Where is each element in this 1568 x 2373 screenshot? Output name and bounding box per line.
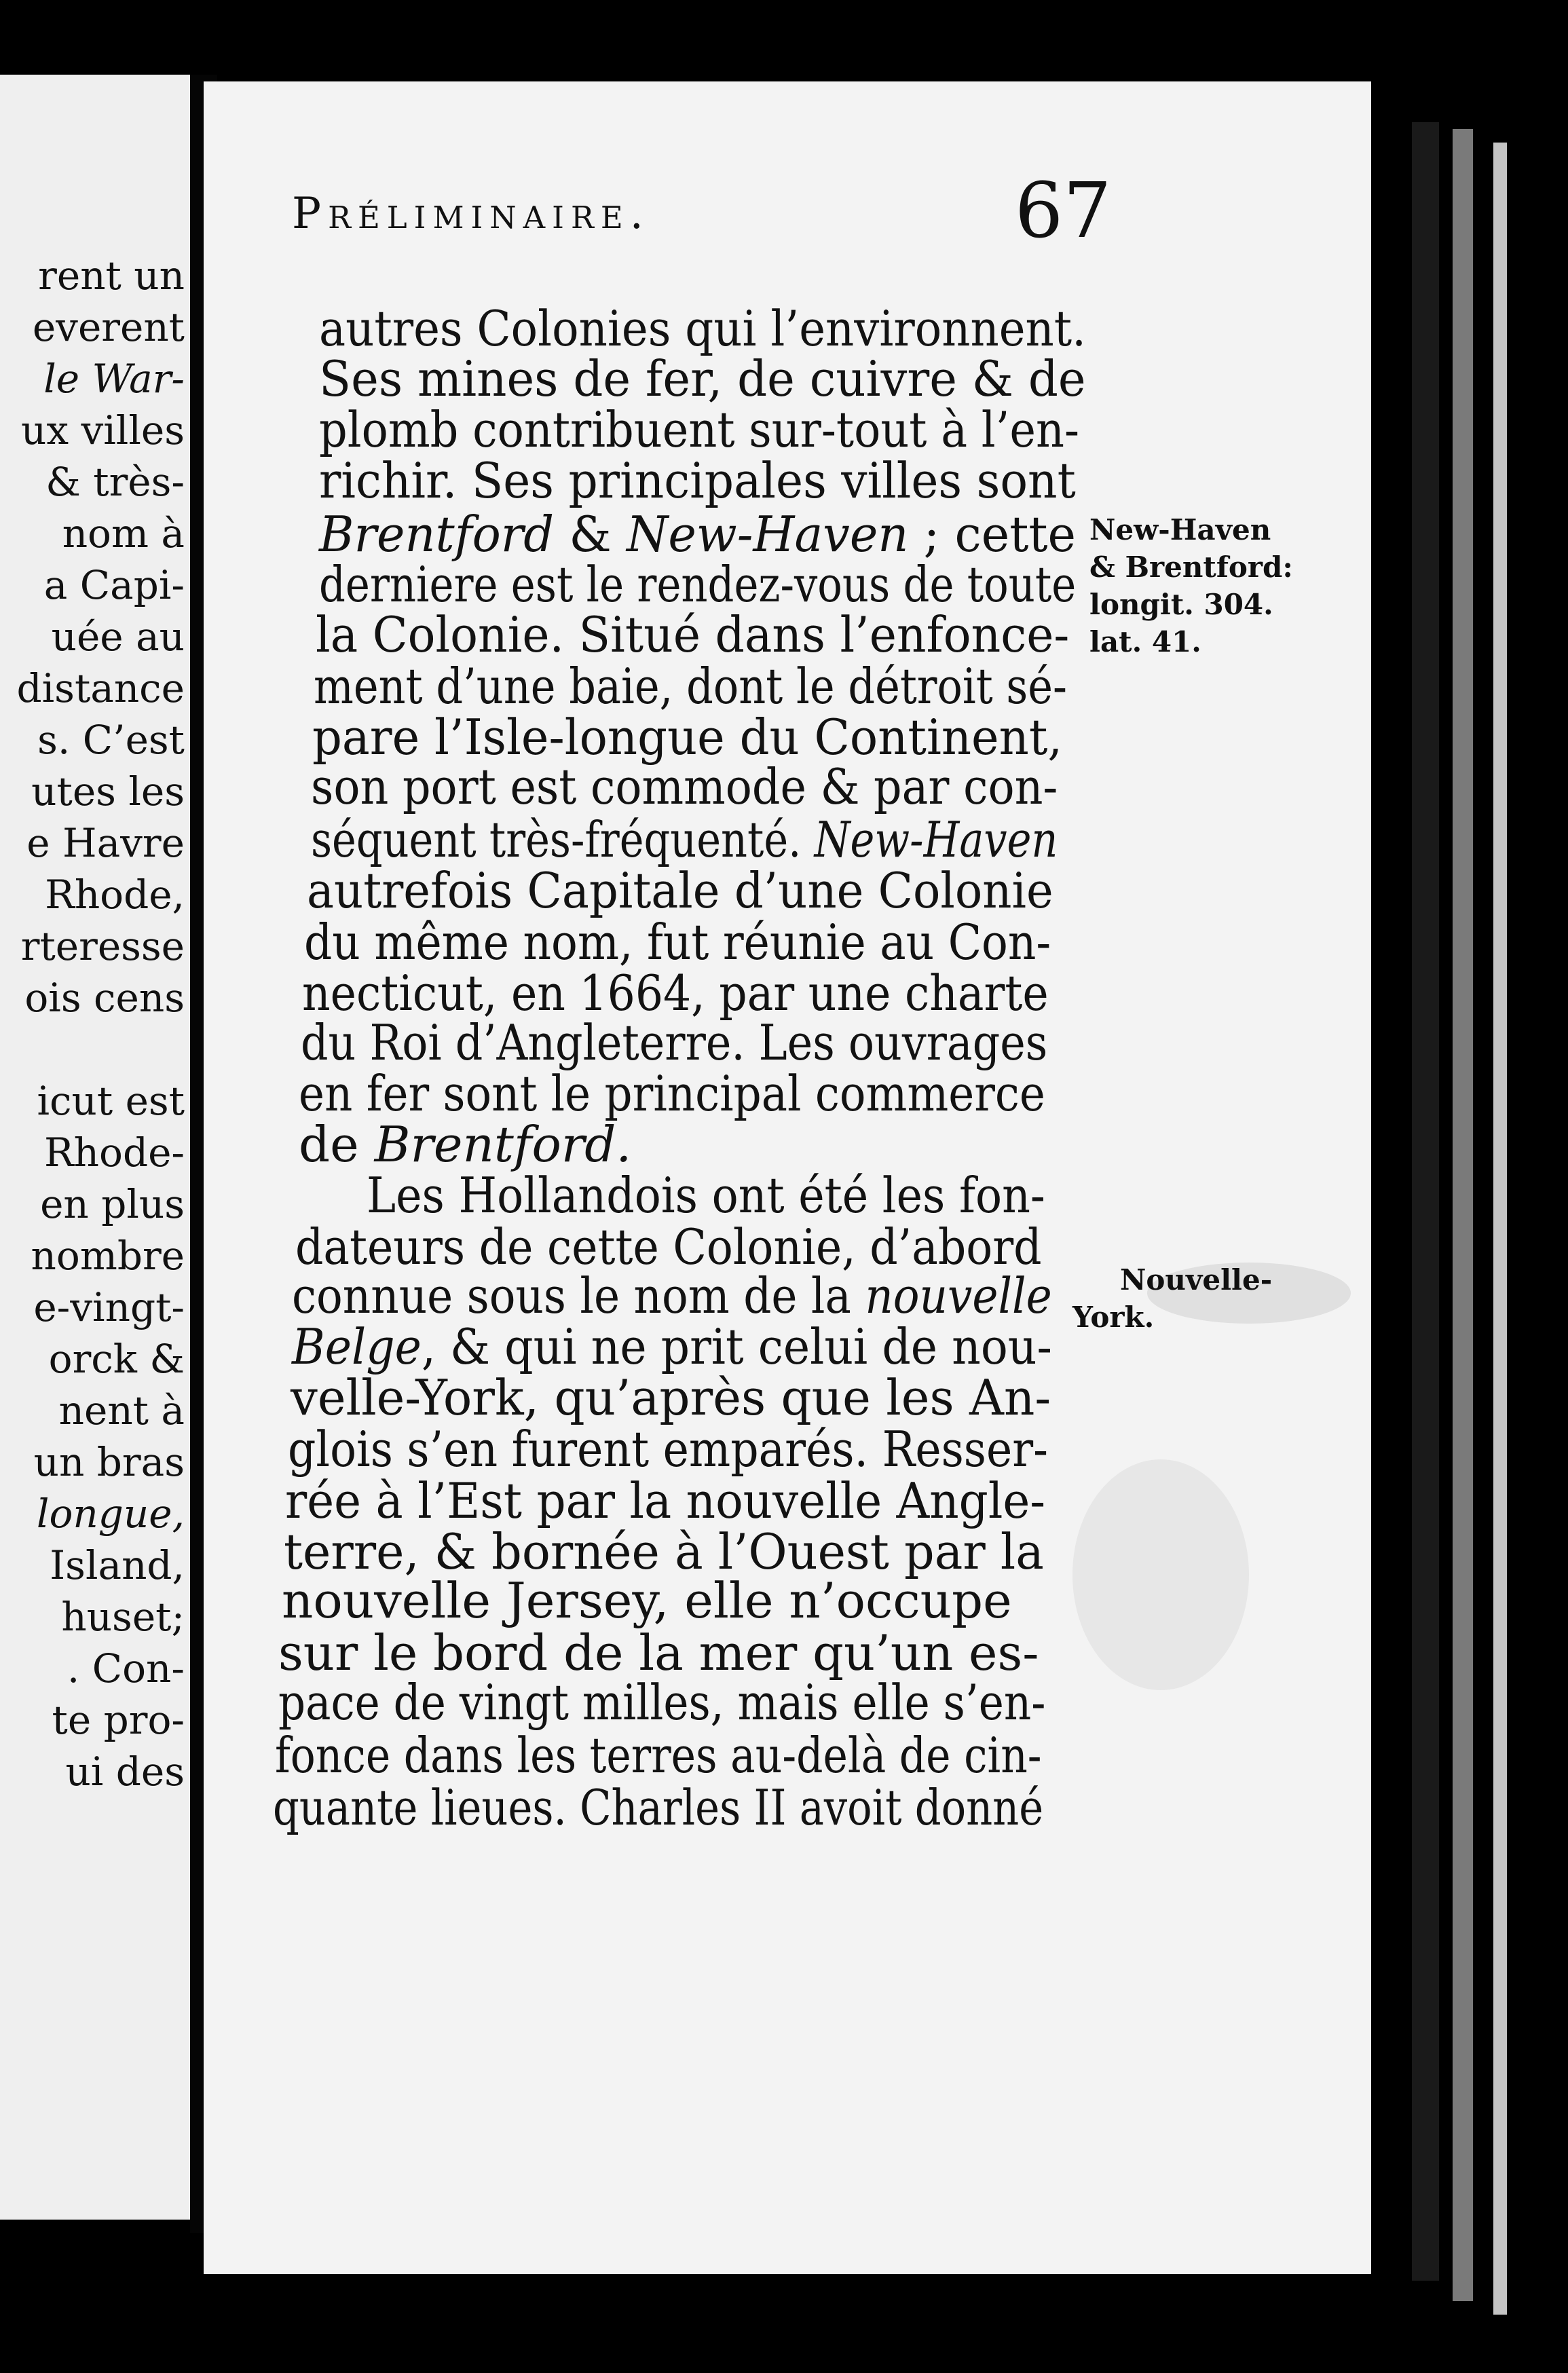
page-number: 67 (1015, 167, 1112, 255)
text-span: connue sous le nom de la (292, 1267, 865, 1324)
text-span: autres Colonies qui l’environnent. (319, 300, 1087, 357)
page-edge-shadow (1412, 122, 1439, 2281)
text-span: plomb contribuent sur-tout à l’en- (319, 401, 1079, 458)
margin-note-line: York. (1072, 1301, 1155, 1334)
text-span: velle-York, qu’après que les An- (291, 1369, 1051, 1426)
left-page-line: rteresse (20, 923, 185, 969)
text-span: pace de vingt milles, mais elle s’en- (278, 1674, 1046, 1731)
body-text-line (319, 401, 1079, 458)
text-span: derniere est le rendez-vous de toute (319, 556, 1077, 613)
body-text-line (275, 1727, 1042, 1784)
italic-span: nouvelle (865, 1267, 1052, 1324)
page-edge-stack (1453, 129, 1473, 2301)
body-text-line (292, 1318, 1052, 1375)
text-span: necticut, en 1664, par une charte (302, 965, 1049, 1022)
text-span: de (299, 1116, 375, 1173)
left-page-line: icut est (37, 1078, 185, 1124)
body-text-line (278, 1674, 1046, 1731)
left-page-line: ois cens (24, 975, 185, 1021)
body-text-line (319, 452, 1076, 509)
margin-note-line: & Brentford: (1089, 550, 1293, 584)
text-span: du même nom, fut réunie au Con- (304, 914, 1051, 971)
body-text-line (319, 556, 1077, 613)
text-span: sur le bord de la mer qu’un es- (278, 1624, 1039, 1681)
margin-note-line: longit. 304. (1089, 588, 1273, 621)
text-span: terre, & bornée à l’Ouest par la (284, 1523, 1044, 1580)
body-text-line (295, 1218, 1042, 1275)
left-page-line: utes les (31, 768, 185, 815)
body-text-line (291, 1369, 1051, 1426)
body-text-line (367, 1167, 1045, 1224)
text-span: séquent très-fréquenté. (311, 811, 815, 868)
margin-note-line: New-Haven (1089, 513, 1271, 546)
left-page-line: nombre (31, 1233, 185, 1279)
left-page-line: e-vingt- (33, 1284, 185, 1330)
left-page-fragment (0, 75, 197, 2220)
margin-note-line: lat. 41. (1089, 625, 1201, 658)
body-text-line (282, 1572, 1042, 1629)
left-page-line: le War- (43, 356, 185, 402)
italic-span: New-Haven (627, 506, 909, 563)
left-page-line: nent à (58, 1387, 185, 1434)
text-span: pare l’Isle-longue du Continent, (312, 709, 1063, 766)
left-page-line: ux villes (20, 407, 185, 453)
body-text-line (278, 1624, 1039, 1681)
left-page-line: everent (32, 304, 185, 350)
body-text-line (316, 606, 1070, 663)
body-text-line (314, 658, 1067, 715)
text-span: en fer sont le principal commerce (299, 1065, 1045, 1122)
body-text-line (288, 1421, 1048, 1478)
text-span: dateurs de cette Colonie, d’abord (295, 1218, 1042, 1275)
left-page-line: nom à (62, 510, 185, 557)
left-page-line: a Capi- (43, 562, 185, 608)
body-text-line (301, 1014, 1048, 1071)
text-span: , & qui ne prit celui de nou- (421, 1318, 1052, 1375)
body-text-line (292, 1267, 1052, 1324)
text-span: quante lieues. Charles II avoit donné (273, 1779, 1044, 1836)
left-page-line: & très- (45, 459, 185, 505)
left-page-line: uée au (51, 614, 185, 660)
margin-note-line: Nouvelle- (1120, 1263, 1273, 1296)
running-head (292, 155, 1112, 257)
text-span: Les Hollandois ont été les fon- (367, 1167, 1045, 1224)
body-text-line (311, 811, 1058, 868)
left-page-line: e Havre (26, 820, 185, 866)
text-span: du Roi d’Angleterre. Les ouvrages (301, 1014, 1048, 1071)
body-text-line (299, 1116, 1045, 1173)
text-span: richir. Ses principales villes sont (319, 452, 1076, 509)
body-text-line (311, 758, 1058, 815)
text-span: nouvelle Jersey, elle n’occupe (282, 1572, 1012, 1629)
left-page-line: huset; (61, 1594, 185, 1640)
text-span: la Colonie. Situé dans l’enfonce- (316, 606, 1070, 663)
italic-span: Belge (292, 1318, 422, 1375)
body-text-line (284, 1523, 1044, 1580)
body-text-line (319, 300, 1087, 357)
italic-span: Brentford (319, 506, 555, 563)
text-span: glois s’en furent emparés. Resser- (288, 1421, 1048, 1478)
running-title: Préliminaire. (292, 189, 651, 239)
text-span: fonce dans les terres au-delà de cin- (275, 1727, 1042, 1784)
left-page-line: s. C’est (37, 717, 185, 763)
body-text-line (307, 862, 1053, 919)
text-span: Ses mines de fer, de cuivre & de (319, 350, 1086, 407)
left-page-line: un bras (33, 1439, 185, 1485)
left-page-line: distance (16, 665, 185, 711)
text-span: rée à l’Est par la nouvelle Angle- (285, 1472, 1046, 1529)
body-text-line (299, 1065, 1045, 1122)
text-span: autrefois Capitale d’une Colonie (307, 862, 1053, 919)
text-span: ment d’une baie, dont le détroit sé- (314, 658, 1067, 715)
text-span: ; cette (908, 506, 1077, 563)
left-page-line: Rhode- (44, 1129, 185, 1176)
text-span: & (554, 506, 627, 563)
left-page-line: longue, (36, 1491, 185, 1537)
body-text-line (319, 350, 1086, 407)
left-page-line: te pro- (52, 1697, 185, 1743)
italic-span: Brentford. (374, 1116, 632, 1173)
left-page-line: ui des (65, 1749, 185, 1795)
left-page-line: . Con- (67, 1645, 185, 1692)
left-page-line: en plus (40, 1181, 185, 1227)
body-text-line (304, 914, 1051, 971)
body-text-line (285, 1472, 1046, 1529)
left-page-line: Island, (50, 1542, 185, 1588)
text-span: son port est commode & par con- (311, 758, 1058, 815)
page-edge-highlight (1493, 143, 1507, 2315)
italic-span: New-Haven (814, 811, 1058, 868)
left-page-line: rent un (38, 253, 185, 299)
body-text-line (312, 709, 1063, 766)
left-page-line: Rhode, (45, 872, 185, 918)
body-text-line (302, 965, 1049, 1022)
body-text-line (319, 506, 1077, 563)
left-page-line: orck & (48, 1336, 185, 1382)
body-text-line (273, 1779, 1044, 1836)
